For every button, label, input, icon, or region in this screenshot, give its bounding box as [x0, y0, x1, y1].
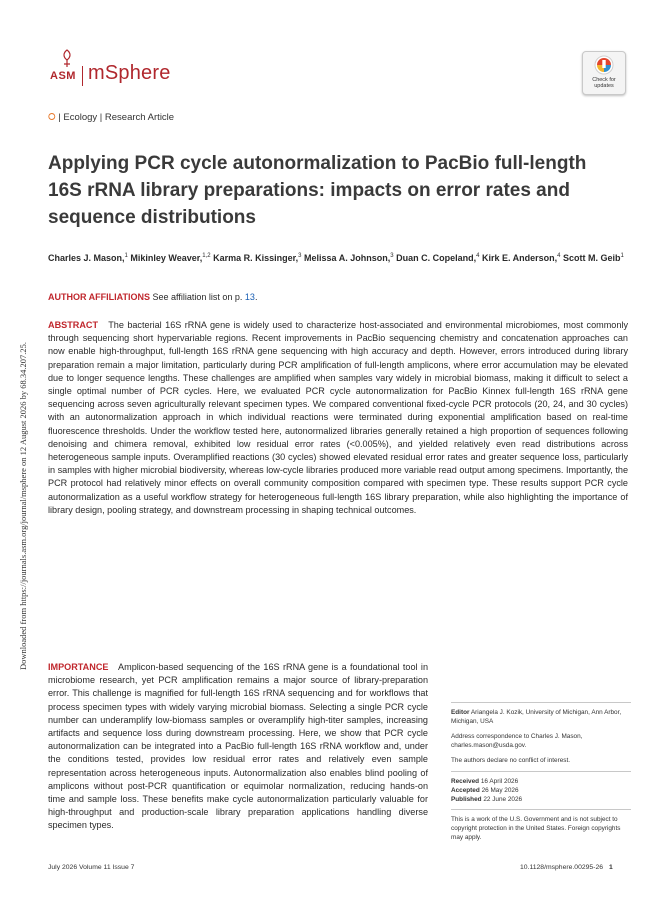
download-notice: Downloaded from https://journals.asm.org/journal/msphere on 12 August 2026 by 68.34.207.25. — [18, 341, 28, 670]
author[interactable]: Melissa A. Johnson,$^3$ — [304, 253, 394, 263]
author-affiliations: AUTHOR AFFILIATIONS See affiliation list on p. 13. — [48, 292, 258, 302]
check-for-updates-button[interactable] — [582, 51, 626, 95]
check-badge-label: Check for updates — [592, 77, 616, 89]
logo-divider — [82, 66, 83, 86]
publisher-name: ASM — [50, 70, 76, 82]
author[interactable]: Scott M. Geib$^1$ — [563, 253, 624, 263]
author[interactable]: Kirk E. Anderson,$^4$ — [481, 253, 561, 263]
journal-logo[interactable] — [48, 46, 208, 88]
doi[interactable]: 10.1128/msphere.00295-26 — [520, 864, 604, 871]
editor-info: Editor Ariangela J. Kozik, University of Michigan, Ann Arbor, Michigan, USA — [451, 709, 622, 725]
page-number: 1 — [609, 864, 613, 871]
author[interactable]: Duan C. Copeland,$^4$ — [396, 253, 480, 263]
accepted-date: Accepted 26 May 2026 — [451, 787, 519, 794]
author[interactable]: Karma R. Kissinger,$^3$ — [213, 253, 302, 263]
importance-text: Amplicon-based sequencing of the 16S rRNA gene is a foundational tool in microbiome research, yet PCR amplification remains a major source of library-preparation error. This challenge is magnified for full-length 16S rRNA sequencing and for workflows that process specimen types with widely varying microbial biomass. Selecting a single PCR cycle number can underamplify low-biomass samples or overamplify high-titer samples, increasing artifacts and sequence loss during downstream processing. Here, we show that PCR cycle autonormalization can be integrated into a PacBio full-length 16S rRNA workflow and, under the conditions tested, provides low residual error rates and relatively even sample representation across heterogeneous inputs. Autonormalization also enables blind pooling of amplicons without post-PCR quantification or equimolar normalization, reducing hands-on time and sample loss. These benefits make cycle autonormalization particularly valuable for high-throughput and production-scale library preparation applications handling diverse specimen types. — [48, 662, 429, 831]
author[interactable]: Mikinley Weaver,$^{1,2}$ — [130, 253, 211, 263]
affiliations-text: See affiliation list on p. — [152, 292, 243, 302]
asm-mark-icon — [58, 48, 76, 68]
importance-heading: IMPORTANCE — [48, 662, 109, 672]
download-strip — [10, 230, 40, 670]
journal-name: mSphere — [88, 62, 171, 84]
open-access-icon: ⭘ — [48, 112, 56, 123]
copyright-notice: This is a work of the U.S. Government and is not subject to copyright protection in the United States. Foreign copyrights may apply. — [451, 816, 621, 841]
author[interactable]: Charles J. Mason,$^1$ — [48, 253, 128, 263]
article-metadata — [451, 697, 631, 848]
received-date: Received 16 April 2026 — [451, 778, 519, 785]
correspondence[interactable]: Address correspondence to Charles J. Mason, charles.mason@usda.gov. — [451, 733, 583, 749]
importance — [48, 661, 428, 833]
abstract-heading: ABSTRACT — [48, 320, 99, 330]
abstract-text: The bacterial 16S rRNA gene is widely used to characterize host-associated and environmental microbiomes, most commonly through sequencing short hypervariable regions. Recent improvements in PacBio sequencing chemistry and concatenation approaches can now enable high-throughput, full-length 16S rRNA gene sequencing with high accuracy and depth. However, errors introduced during library preparation remain a major limitation, particularly during PCR amplification of full-length amplicons, where error accumulation may be elevated due to longer sequence lengths. These challenges are amplified when samples vary widely in microbial biomass, making it difficult to select a single optimal number of PCR cycles. Here, we evaluated PCR cycle autonormalization for PacBio Kinnex full-length 16S rRNA gene sequencing across seven agriculturally relevant specimen types. We compared conventional fixed-cycle PCR protocols (20, 24, and 30 cycles) with an autonormalization approach in which individual reactions were terminated during exponential amplification based on real-time fluorescence thresholds. Under the workflow tested here, autonormalized libraries generally retained a high proportion of sequences following denoising and chimera removal, exhibited low residual error rates (<0.005%), and yielded relatively even read distributions across heterogeneous sample inputs. Overamplified reactions (30 cycles) showed elevated residual error rates and greater sequence loss, particularly in samples with higher microbial biodiversity, whereas low-cycle libraries produced more variable read output among specimens. Importantly, the PCR protocol had relatively minor effects on overall community composition compared with specimen type. These results support PCR cycle autonormalization as a useful workflow strategy for heterogeneous full-length 16S library preparation, while also highlighting the importance of library design, pooling strategy, and downstream processing in shaping technical outcomes. — [48, 320, 628, 515]
author-list — [48, 250, 628, 265]
affiliations-heading: AUTHOR AFFILIATIONS — [48, 292, 150, 302]
published-date: Published 22 June 2026 — [451, 796, 523, 803]
conflict-statement: The authors declare no conflict of interest. — [451, 757, 571, 764]
affiliations-page-link[interactable]: 13 — [244, 292, 255, 302]
article-title: Applying PCR cycle autonormalization to PacBio full-length 16S rRNA library preparations: impacts on error rates and sequence distributions — [48, 153, 587, 228]
abstract — [48, 319, 628, 517]
article-type — [48, 112, 174, 123]
issue-info: July 2026 Volume 11 Issue 7 — [48, 864, 135, 871]
article-type-label: | Ecology | Research Article — [58, 112, 175, 123]
doi-and-page — [520, 864, 613, 871]
crossmark-icon — [594, 55, 614, 75]
